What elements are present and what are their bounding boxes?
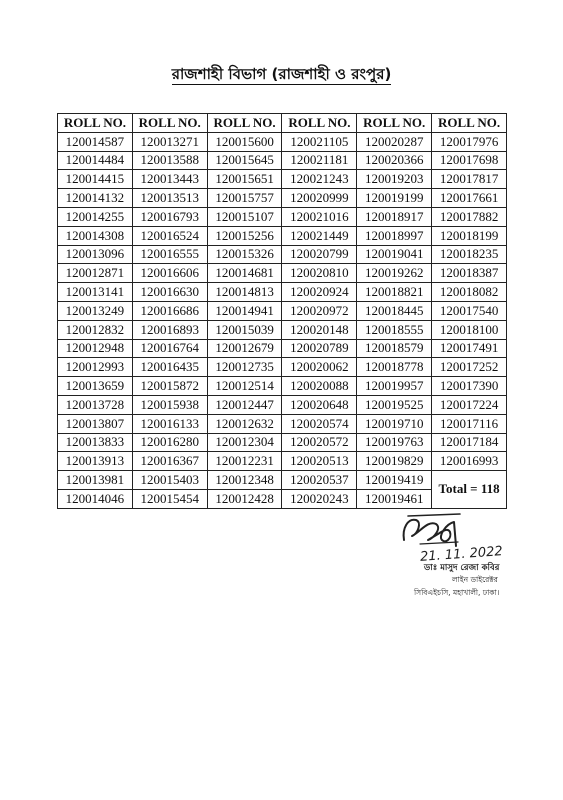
roll-cell: 120020366 xyxy=(357,151,432,170)
roll-cell: 120019763 xyxy=(357,433,432,452)
table-row xyxy=(58,283,507,302)
roll-cell: 120020810 xyxy=(282,264,357,283)
table-row xyxy=(58,377,507,396)
table-row xyxy=(58,339,507,358)
roll-cell: 120017252 xyxy=(432,358,507,377)
roll-cell: 120020924 xyxy=(282,283,357,302)
table-row xyxy=(58,320,507,339)
roll-cell: 120020513 xyxy=(282,452,357,471)
column-header: ROLL NO. xyxy=(282,114,357,133)
roll-cell: 120019461 xyxy=(357,489,432,508)
roll-cell: 120013807 xyxy=(58,414,133,433)
roll-cell: 120018235 xyxy=(432,245,507,264)
roll-cell: 120019262 xyxy=(357,264,432,283)
roll-cell: 120018199 xyxy=(432,226,507,245)
roll-cell: 120016630 xyxy=(132,283,207,302)
roll-cell: 120014415 xyxy=(58,170,133,189)
roll-cell: 120013913 xyxy=(58,452,133,471)
table-row xyxy=(58,264,507,283)
roll-cell: 120016893 xyxy=(132,320,207,339)
table-body xyxy=(58,132,507,508)
roll-cell: 120020088 xyxy=(282,377,357,396)
table-row xyxy=(58,471,507,490)
table-row xyxy=(58,207,507,226)
roll-cell: 120014308 xyxy=(58,226,133,245)
signature-date: 21. 11. 2022 xyxy=(419,544,504,565)
roll-cell: 120018445 xyxy=(357,301,432,320)
roll-cell: 120016606 xyxy=(132,264,207,283)
roll-cell: 120012348 xyxy=(207,471,282,490)
roll-cell: 120015600 xyxy=(207,132,282,151)
roll-cell: 120012871 xyxy=(58,264,133,283)
roll-cell: 120016764 xyxy=(132,339,207,358)
roll-cell: 120012948 xyxy=(58,339,133,358)
table-row xyxy=(58,395,507,414)
roll-cell: 120017540 xyxy=(432,301,507,320)
roll-cell: 120020574 xyxy=(282,414,357,433)
roll-cell: 120014046 xyxy=(58,489,133,508)
table-row xyxy=(58,433,507,452)
roll-cell: 120014132 xyxy=(58,189,133,208)
roll-cell: 120016435 xyxy=(132,358,207,377)
roll-cell: 120021105 xyxy=(282,132,357,151)
roll-cell: 120013096 xyxy=(58,245,133,264)
roll-cell: 120018387 xyxy=(432,264,507,283)
roll-cell: 120012447 xyxy=(207,395,282,414)
table-row xyxy=(58,245,507,264)
roll-cell: 120020537 xyxy=(282,471,357,490)
roll-cell: 120018997 xyxy=(357,226,432,245)
roll-cell: 120012304 xyxy=(207,433,282,452)
roll-cell: 120019041 xyxy=(357,245,432,264)
roll-cell: 120014941 xyxy=(207,301,282,320)
roll-cell: 120017698 xyxy=(432,151,507,170)
roll-cell: 120012993 xyxy=(58,358,133,377)
roll-cell: 120018082 xyxy=(432,283,507,302)
roll-cell: 120013659 xyxy=(58,377,133,396)
roll-cell: 120014587 xyxy=(58,132,133,151)
roll-cell: 120012735 xyxy=(207,358,282,377)
total-cell: Total = 118 xyxy=(432,471,507,509)
roll-cell: 120020572 xyxy=(282,433,357,452)
roll-cell: 120012679 xyxy=(207,339,282,358)
roll-cell: 120013249 xyxy=(58,301,133,320)
table-row xyxy=(58,452,507,471)
roll-cell: 120017390 xyxy=(432,377,507,396)
roll-cell: 120013833 xyxy=(58,433,133,452)
roll-cell: 120020062 xyxy=(282,358,357,377)
roll-cell: 120017491 xyxy=(432,339,507,358)
roll-cell: 120015872 xyxy=(132,377,207,396)
roll-cell: 120014813 xyxy=(207,283,282,302)
roll-cell: 120021243 xyxy=(282,170,357,189)
roll-cell: 120014681 xyxy=(207,264,282,283)
roll-cell: 120021016 xyxy=(282,207,357,226)
roll-cell: 120018579 xyxy=(357,339,432,358)
roll-cell: 120016280 xyxy=(132,433,207,452)
roll-cell: 120013588 xyxy=(132,151,207,170)
roll-cell: 120017976 xyxy=(432,132,507,151)
roll-cell: 120016993 xyxy=(432,452,507,471)
column-header: ROLL NO. xyxy=(58,114,133,133)
roll-cell: 120016524 xyxy=(132,226,207,245)
roll-cell: 120019525 xyxy=(357,395,432,414)
roll-cell: 120015039 xyxy=(207,320,282,339)
table-row xyxy=(58,301,507,320)
roll-cell: 120020648 xyxy=(282,395,357,414)
roll-cell: 120012832 xyxy=(58,320,133,339)
roll-cell: 120012632 xyxy=(207,414,282,433)
roll-cell: 120019419 xyxy=(357,471,432,490)
roll-cell: 120016367 xyxy=(132,452,207,471)
roll-cell: 120015645 xyxy=(207,151,282,170)
roll-cell: 120021449 xyxy=(282,226,357,245)
table-row xyxy=(58,132,507,151)
roll-cell: 120015326 xyxy=(207,245,282,264)
roll-cell: 120014255 xyxy=(58,207,133,226)
roll-cell: 120016686 xyxy=(132,301,207,320)
table-row xyxy=(58,226,507,245)
roll-cell: 120019957 xyxy=(357,377,432,396)
roll-cell: 120016133 xyxy=(132,414,207,433)
table-header-row xyxy=(58,114,507,133)
table-row xyxy=(58,151,507,170)
roll-cell: 120017882 xyxy=(432,207,507,226)
roll-cell: 120013141 xyxy=(58,283,133,302)
roll-cell: 120017224 xyxy=(432,395,507,414)
roll-cell: 120012514 xyxy=(207,377,282,396)
roll-cell: 120020799 xyxy=(282,245,357,264)
table-row xyxy=(58,170,507,189)
table-row xyxy=(58,358,507,377)
roll-cell: 120018821 xyxy=(357,283,432,302)
roll-cell: 120019199 xyxy=(357,189,432,208)
roll-cell: 120014484 xyxy=(58,151,133,170)
roll-table xyxy=(57,113,507,509)
column-header: ROLL NO. xyxy=(357,114,432,133)
roll-cell: 120021181 xyxy=(282,151,357,170)
page-title-text: রাজশাহী বিভাগ (রাজশাহী ও রংপুর) xyxy=(171,65,392,83)
roll-cell: 120020243 xyxy=(282,489,357,508)
officer-designation: লাইন ডাইরেক্টর xyxy=(452,575,498,584)
roll-cell: 120012231 xyxy=(207,452,282,471)
roll-cell: 120017661 xyxy=(432,189,507,208)
roll-cell: 120020287 xyxy=(357,132,432,151)
page-title xyxy=(0,63,563,88)
roll-cell: 120018100 xyxy=(432,320,507,339)
officer-organization: সিবিএইচসি, মহাখালী, ঢাকা। xyxy=(414,588,500,597)
roll-cell: 120015107 xyxy=(207,207,282,226)
roll-cell: 120015938 xyxy=(132,395,207,414)
roll-cell: 120015256 xyxy=(207,226,282,245)
roll-cell: 120019203 xyxy=(357,170,432,189)
officer-name: ডাঃ মাসুদ রেজা কবির xyxy=(424,563,500,573)
roll-cell: 120019829 xyxy=(357,452,432,471)
column-header: ROLL NO. xyxy=(207,114,282,133)
roll-cell: 120015651 xyxy=(207,170,282,189)
roll-cell: 120020148 xyxy=(282,320,357,339)
roll-cell: 120020972 xyxy=(282,301,357,320)
roll-cell: 120020789 xyxy=(282,339,357,358)
roll-cell: 120016793 xyxy=(132,207,207,226)
roll-cell: 120015403 xyxy=(132,471,207,490)
roll-cell: 120013728 xyxy=(58,395,133,414)
table-row xyxy=(58,414,507,433)
roll-cell: 120017817 xyxy=(432,170,507,189)
roll-cell: 120012428 xyxy=(207,489,282,508)
roll-cell: 120016555 xyxy=(132,245,207,264)
roll-cell: 120018555 xyxy=(357,320,432,339)
column-header: ROLL NO. xyxy=(132,114,207,133)
roll-cell: 120015757 xyxy=(207,189,282,208)
roll-cell: 120018778 xyxy=(357,358,432,377)
roll-cell: 120013443 xyxy=(132,170,207,189)
roll-cell: 120013981 xyxy=(58,471,133,490)
roll-cell: 120013513 xyxy=(132,189,207,208)
roll-cell: 120013271 xyxy=(132,132,207,151)
roll-cell: 120017116 xyxy=(432,414,507,433)
column-header: ROLL NO. xyxy=(432,114,507,133)
roll-cell: 120018917 xyxy=(357,207,432,226)
roll-cell: 120019710 xyxy=(357,414,432,433)
roll-cell: 120017184 xyxy=(432,433,507,452)
roll-cell: 120015454 xyxy=(132,489,207,508)
roll-cell: 120020999 xyxy=(282,189,357,208)
table-row xyxy=(58,189,507,208)
